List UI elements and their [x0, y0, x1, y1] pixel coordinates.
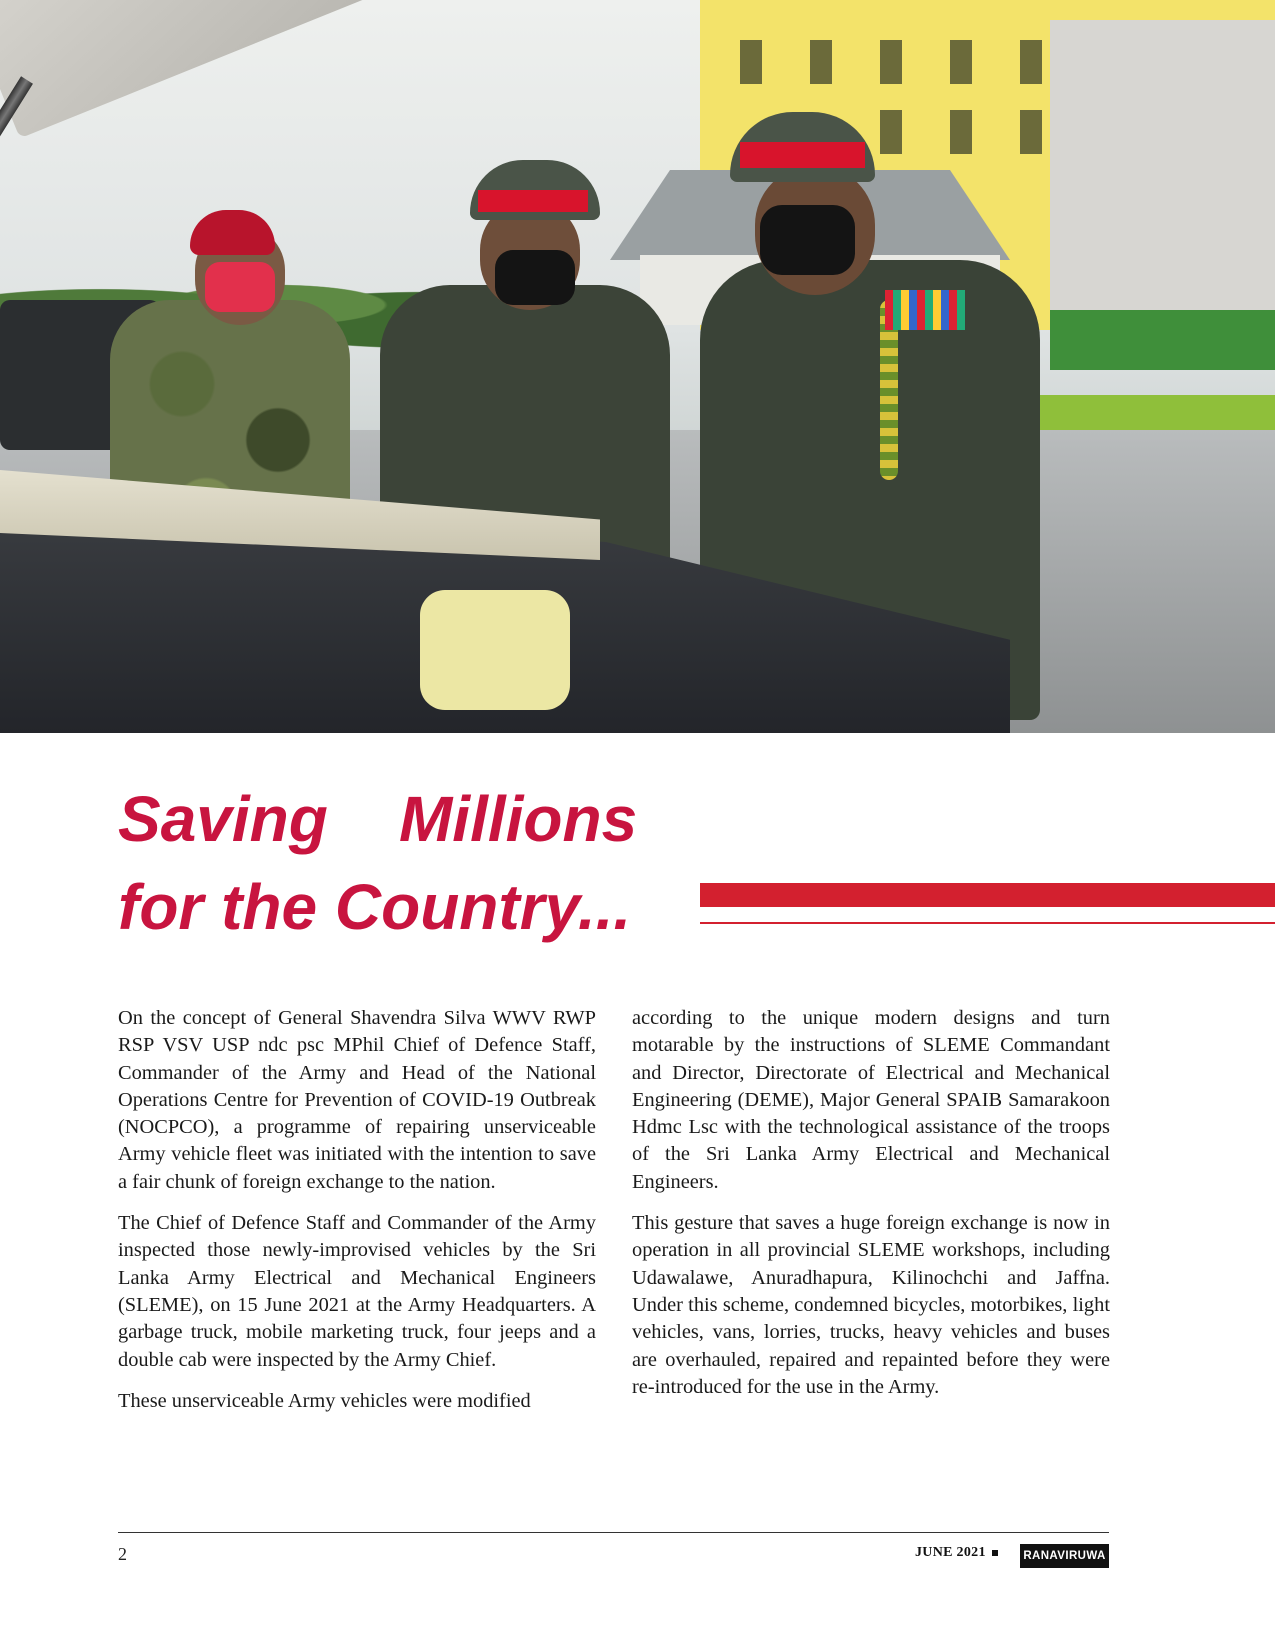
- paragraph: according to the unique modern designs and turn motarable by the instructions of SLEME Commandant and Director, Directorate of Electrical and Mechanical Engineering (DEME), Major General SPAIB Samarakoon Hdmc Lsc with the technological assistance of the troops of the Sri Lanka Army Electrical and Mechanical Engineers.: [632, 1007, 1110, 1193]
- medal-ribbons: [885, 290, 965, 330]
- coolant-reservoir: [420, 590, 570, 710]
- square-bullet-icon: [992, 1550, 998, 1556]
- officer-mask: [495, 250, 575, 305]
- paragraph: On the concept of General Shavendra Silva WWV RWP RSP VSV USP ndc psc MPhil Chief of Defence Staff, Commander of the Army and Head of the National Operations Centre for Prevention of COVID-19 Outbreak (NOCPCO), a programme of repairing unserviceable Army vehicle fleet was initiated with the intention to save a fair chunk of foreign exchange to the nation.: [118, 1007, 596, 1193]
- red-beret: [190, 210, 275, 255]
- footer-rule: [118, 1532, 1109, 1533]
- article-title: [118, 775, 637, 951]
- officer-cap-band: [478, 190, 588, 212]
- body-column-left: [118, 1005, 596, 1429]
- red-mask: [205, 262, 275, 312]
- title-accent-rule: [700, 922, 1275, 924]
- title-accent-bar: [700, 883, 1275, 907]
- title-line-1: Saving Millions: [118, 783, 638, 855]
- magazine-brand: RANAVIRUWA: [1020, 1544, 1109, 1568]
- hero-photo: [0, 0, 1275, 733]
- paragraph: This gesture that saves a huge foreign exchange is now in operation in all provincial SLEME workshops, including Udawalawe, Anuradhapura, Kilinochchi and Jaffna. Under this scheme, condemned bicycles, motorbikes, light vehicles, vans, lorries, trucks, heavy vehicles and buses are overhauled, repaired and repainted before they were re-introduced for the use in the Army.: [632, 1212, 1110, 1398]
- paragraph: The Chief of Defence Staff and Commander of the Army inspected those newly-improvised vehicles by the Sri Lanka Army Electrical and Mechanical Engineers (SLEME), on 15 June 2021 at the Army Headquarters. A garbage truck, mobile marketing truck, four jeeps and a double cab were inspected by the Army Chief.: [118, 1212, 596, 1371]
- page-number: 2: [118, 1544, 127, 1564]
- issue-date: JUNE 2021: [915, 1545, 986, 1560]
- paragraph: These unserviceable Army vehicles were modified: [118, 1389, 531, 1412]
- body-column-right: [632, 1005, 1110, 1415]
- vehicle-hood: [0, 0, 502, 138]
- hedge: [1050, 310, 1275, 370]
- army-chief-mask: [760, 205, 855, 275]
- title-line-2: for the Country...: [118, 871, 632, 943]
- building-grey: [1050, 20, 1275, 350]
- army-chief-cap-band: [740, 142, 865, 168]
